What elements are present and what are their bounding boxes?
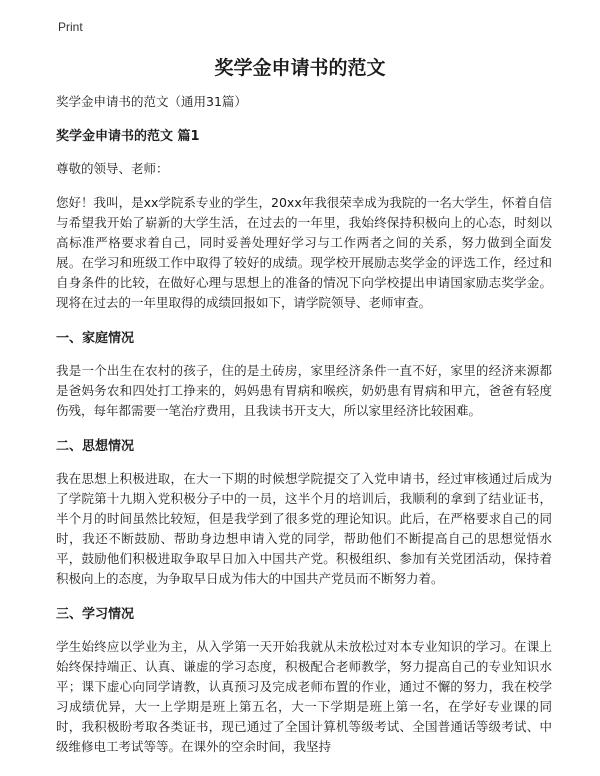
document-body <box>56 92 552 773</box>
section-text-ideology: 我在思想上积极进取，在大一下期的时候想学院提交了入党申请书，经过审核通过后成为了学院第十九期入党积极分子中的一员，这半个月的培训后，我顺利的拿到了结业证书，半个月的时间虽然比较短，但是我学到了很多党的理论知识。此后，在严格要求自己的同时，我还不断鼓励、帮助身边想申请入党的同学，帮助他们不断提高自己的思想觉悟水平，鼓励他们积极进取争取早日加入中国共产党。积极组织、参加有关党团活动，保持着积极向上的态度，为争取早日成为伟大的中国共产党员而不断努力着。 <box>56 471 552 586</box>
intro-paragraph: 您好！我叫，是xx学院系专业的学生，20xx年我很荣幸成为我院的一名大学生，怀着自信与希望我开始了崭新的大学生活，在过去的一年里，我始终保持积极向上的心态，时刻以高标准严格要求着自己，同时妥善处理好学习与工作两者之间的关系，努力做到全面发展。在学习和班级工作中取得了较好的成绩。现学校开展励志奖学金的评选工作，经过和自身条件的比较，在做好心理与思想上的准备的情况下向学校提出申请国家励志奖学金。现将在过去的一年里取得的成绩回报如下，请学院领导、老师审查。 <box>56 195 552 310</box>
section-text-study: 学生始终应以学业为主，从入学第一天开始我就从未放松过对本专业知识的学习。在课上始终保持端正、认真、谦虚的学习态度，积极配合老师教学，努力提高自己的专业知识水平；课下虚心向同学请教，认真预习及完成老师布置的作业，通过不懈的努力，我在校学习成绩优异，大一上学期是班上第五名，大一下学期是班上第一名，在学好专业课的同时，我积极盼考取各类证书，现已通过了全国计算机等级考试、全国普通话等级考试、中级维修电工考试等等。在课外的空余时间，我坚持 <box>56 639 552 754</box>
salutation: 尊敬的领导、老师： <box>56 161 169 176</box>
piece-title: 奖学金申请书的范文 篇1 <box>56 129 200 144</box>
document-subtitle: 奖学金申请书的范文（通用31篇） <box>56 94 247 109</box>
section-heading-ideology: 二、思想情况 <box>56 439 135 454</box>
section-heading-study: 三、学习情况 <box>56 607 135 622</box>
section-heading-family: 一、家庭情况 <box>56 331 135 346</box>
document-title: 奖学金申请书的范文 <box>214 57 386 79</box>
print-label: Print <box>58 20 83 34</box>
section-text-family: 我是一个出生在农村的孩子，住的是土砖房，家里经济条件一直不好，家里的经济来源都是爸妈务农和四处打工挣来的，妈妈患有胃病和喉疾，奶奶患有胃病和甲亢，爸爸有轻度伤残，每年都需要一笔治疗费用，且我读书开支大，所以家里经济比较困难。 <box>56 363 552 418</box>
